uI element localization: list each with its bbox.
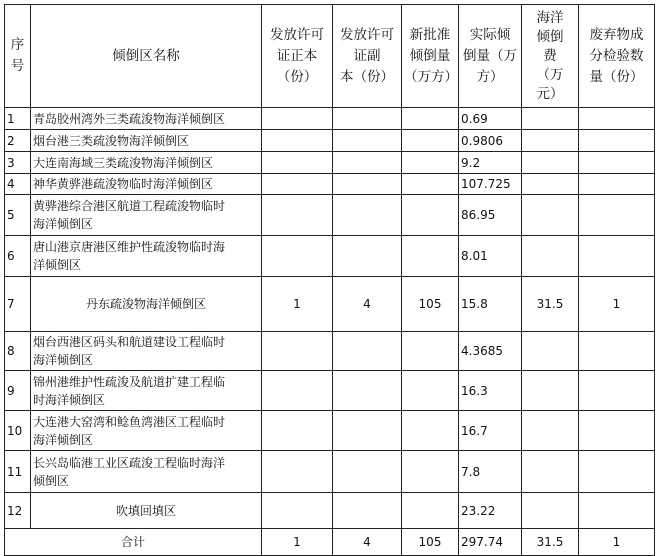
row-actual: 0.9806 (459, 130, 522, 152)
row-approved (402, 130, 459, 152)
header-permit-copy: 发放许可 证副 本（份） (333, 5, 402, 108)
row-samples (579, 152, 655, 174)
row-approved (402, 332, 459, 371)
table-row (5, 493, 655, 529)
row-samples: 1 (579, 277, 655, 332)
table-row (5, 236, 655, 277)
row-permit-copy (333, 332, 402, 371)
row-permit-original (262, 411, 333, 451)
header-actual: 实际倾 倒量（万 方） (459, 5, 522, 108)
row-seq: 10 (5, 411, 31, 451)
row-approved: 105 (402, 277, 459, 332)
row-approved (402, 195, 459, 236)
row-approved (402, 371, 459, 411)
table-row (5, 371, 655, 411)
total-actual: 297.74 (459, 529, 522, 556)
row-permit-copy (333, 371, 402, 411)
row-fee (522, 332, 579, 371)
table-row (5, 332, 655, 371)
row-fee (522, 152, 579, 174)
row-permit-copy (333, 411, 402, 451)
row-fee (522, 451, 579, 493)
table-row (5, 108, 655, 130)
row-name: 吹填回填区 (31, 493, 262, 529)
row-name: 黄骅港综合港区航道工程疏浚物临时 海洋倾倒区 (31, 195, 262, 236)
row-permit-original (262, 493, 333, 529)
row-approved (402, 411, 459, 451)
row-name: 大连南海域三类疏浚物海洋倾倒区 (31, 152, 262, 174)
row-seq: 5 (5, 195, 31, 236)
row-actual: 8.01 (459, 236, 522, 277)
row-permit-copy (333, 130, 402, 152)
total-samples: 1 (579, 529, 655, 556)
header-fee: 海洋 倾倒 费 （万 元） (522, 5, 579, 108)
row-samples (579, 451, 655, 493)
row-approved (402, 174, 459, 195)
row-approved (402, 493, 459, 529)
row-seq: 3 (5, 152, 31, 174)
header-permit-original: 发放许可 证正本 （份） (262, 5, 333, 108)
table-row (5, 411, 655, 451)
row-samples (579, 130, 655, 152)
row-permit-original (262, 108, 333, 130)
row-seq: 6 (5, 236, 31, 277)
row-name: 锦州港维护性疏浚及航道扩建工程临 时海洋倾倒区 (31, 371, 262, 411)
row-permit-copy: 4 (333, 277, 402, 332)
row-seq: 9 (5, 371, 31, 411)
header-samples: 废弃物成 分检验数 量（份） (579, 5, 655, 108)
row-samples (579, 174, 655, 195)
row-name: 大连港大窑湾和鲶鱼湾港区工程临时 海洋倾倒区 (31, 411, 262, 451)
row-name: 烟台港三类疏浚物海洋倾倒区 (31, 130, 262, 152)
row-fee (522, 195, 579, 236)
row-permit-copy (333, 152, 402, 174)
row-permit-original (262, 195, 333, 236)
row-permit-copy (333, 236, 402, 277)
header-seq: 序 号 (5, 5, 31, 108)
table-row (5, 174, 655, 195)
row-permit-original (262, 371, 333, 411)
row-permit-copy (333, 195, 402, 236)
row-fee (522, 371, 579, 411)
row-actual: 107.725 (459, 174, 522, 195)
row-permit-copy (333, 451, 402, 493)
row-permit-original (262, 451, 333, 493)
row-permit-original (262, 236, 333, 277)
row-actual: 16.3 (459, 371, 522, 411)
row-fee (522, 493, 579, 529)
row-actual: 23.22 (459, 493, 522, 529)
row-name: 唐山港京唐港区维护性疏浚物临时海 洋倾倒区 (31, 236, 262, 277)
row-actual: 9.2 (459, 152, 522, 174)
header-row (5, 5, 655, 108)
row-samples (579, 236, 655, 277)
row-approved (402, 152, 459, 174)
table-row (5, 277, 655, 332)
row-approved (402, 236, 459, 277)
row-actual: 86.95 (459, 195, 522, 236)
row-fee (522, 411, 579, 451)
row-name: 长兴岛临港工业区疏浚工程临时海洋 倾倒区 (31, 451, 262, 493)
row-permit-original: 1 (262, 277, 333, 332)
row-permit-copy (333, 174, 402, 195)
row-name: 丹东疏浚物海洋倾倒区 (31, 277, 262, 332)
row-actual: 16.7 (459, 411, 522, 451)
header-name: 倾倒区名称 (31, 5, 262, 108)
row-seq: 7 (5, 277, 31, 332)
row-seq: 4 (5, 174, 31, 195)
row-seq: 2 (5, 130, 31, 152)
row-actual: 0.69 (459, 108, 522, 130)
row-samples (579, 195, 655, 236)
table-row (5, 130, 655, 152)
row-actual: 4.3685 (459, 332, 522, 371)
table-row (5, 451, 655, 493)
table-row (5, 195, 655, 236)
row-permit-copy (333, 108, 402, 130)
row-name: 神华黄骅港疏浚物临时海洋倾倒区 (31, 174, 262, 195)
table-row (5, 152, 655, 174)
row-permit-original (262, 174, 333, 195)
total-permit-copy: 4 (333, 529, 402, 556)
row-seq: 11 (5, 451, 31, 493)
row-fee (522, 130, 579, 152)
row-seq: 8 (5, 332, 31, 371)
row-samples (579, 411, 655, 451)
row-actual: 15.8 (459, 277, 522, 332)
total-label: 合计 (5, 529, 262, 556)
total-approved: 105 (402, 529, 459, 556)
row-fee (522, 236, 579, 277)
total-row (5, 529, 655, 556)
row-seq: 12 (5, 493, 31, 529)
row-approved (402, 108, 459, 130)
total-fee: 31.5 (522, 529, 579, 556)
header-approved: 新批准 倾倒量 （万方） (402, 5, 459, 108)
row-samples (579, 371, 655, 411)
total-permit-original: 1 (262, 529, 333, 556)
row-seq: 1 (5, 108, 31, 130)
row-actual: 7.8 (459, 451, 522, 493)
row-name: 烟台西港区码头和航道建设工程临时 海洋倾倒区 (31, 332, 262, 371)
row-fee (522, 108, 579, 130)
row-approved (402, 451, 459, 493)
row-permit-copy (333, 493, 402, 529)
row-name: 青岛胶州湾外三类疏浚物海洋倾倒区 (31, 108, 262, 130)
row-samples (579, 493, 655, 529)
row-permit-original (262, 130, 333, 152)
dumping-area-table (4, 4, 655, 556)
row-samples (579, 108, 655, 130)
row-fee: 31.5 (522, 277, 579, 332)
row-samples (579, 332, 655, 371)
row-permit-original (262, 332, 333, 371)
row-fee (522, 174, 579, 195)
row-permit-original (262, 152, 333, 174)
